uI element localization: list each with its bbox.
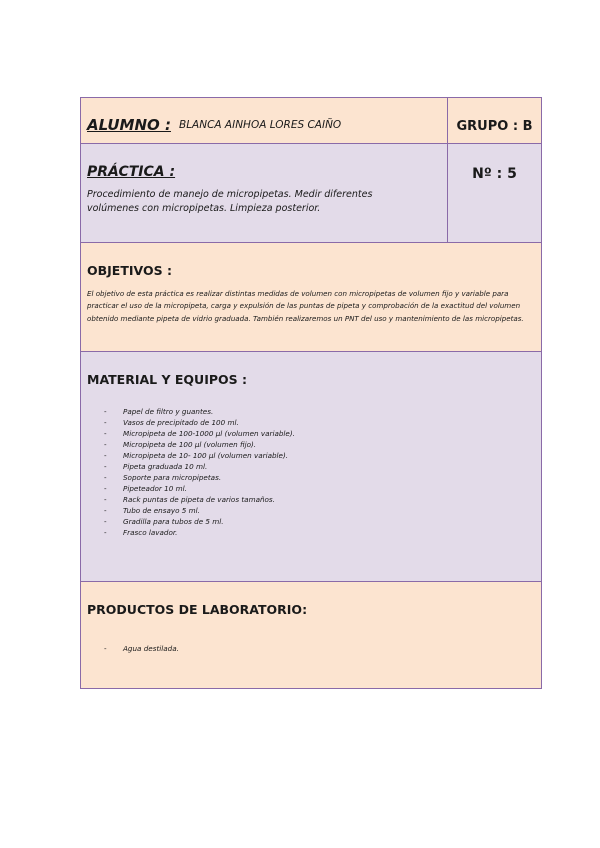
- list-item: - Micropipeta de 10- 100 µl (volumen variable).: [87, 450, 535, 461]
- list-item: - Micropipeta de 100 µl (volumen fijo).: [87, 439, 535, 450]
- list-item: - Papel de filtro y guantes.: [87, 406, 535, 417]
- materials-cell: [87, 372, 535, 581]
- student-row: [81, 98, 541, 144]
- products-section: [81, 582, 541, 688]
- list-item: - Pipeta graduada 10 ml.: [87, 461, 535, 472]
- group-label: GRUPO : B: [447, 98, 541, 143]
- objectives-text: El objetivo de esta práctica es realizar distintas medidas de volumen con micropipetas de volumen fijo y variable para practicar el uso de la micropipeta, carga y expulsión de las puntas de pipeta y comprobación de la exactitud del volumen obtenido mediante pipeta de vidrio graduada. También realizaremos un PNT del uso y mantenimiento de las micropipetas.: [87, 289, 524, 323]
- materials-list: [87, 406, 535, 538]
- list-item: - Soporte para micropipetas.: [87, 472, 535, 483]
- practice-description: Procedimiento de manejo de micropipetas. Medir diferentes volúmenes con micropipetas. Limpieza posterior.: [87, 189, 373, 214]
- student-name: BLANCA AINHOA LORES CAIÑO: [178, 118, 342, 131]
- list-item: - Gradilla para tubos de 5 ml.: [87, 516, 535, 527]
- practice-sheet: [80, 97, 542, 689]
- products-heading: PRODUCTOS DE LABORATORIO:: [87, 602, 308, 617]
- student-cell: [81, 98, 447, 143]
- practice-cell: [81, 144, 447, 242]
- list-item: - Pipeteador 10 ml.: [87, 483, 535, 494]
- practice-row: [81, 144, 541, 243]
- objectives-cell: [87, 263, 535, 351]
- practice-number: Nº : 5: [447, 144, 541, 242]
- products-cell: [87, 602, 535, 688]
- products-list: [87, 643, 535, 654]
- objectives-section: [81, 243, 541, 352]
- materials-heading: MATERIAL Y EQUIPOS :: [87, 372, 247, 387]
- list-item: - Tubo de ensayo 5 ml.: [87, 505, 535, 516]
- list-item: - Agua destilada.: [87, 643, 535, 654]
- practice-label: PRÁCTICA :: [87, 164, 176, 180]
- list-item: - Micropipeta de 100-1000 µl (volumen variable).: [87, 428, 535, 439]
- list-item: - Rack puntas de pipeta de varios tamaños.: [87, 494, 535, 505]
- list-item: - Frasco lavador.: [87, 527, 535, 538]
- objectives-heading: OBJETIVOS :: [87, 263, 172, 278]
- student-label: ALUMNO :: [87, 115, 171, 134]
- list-item: - Vasos de precipitado de 100 ml.: [87, 417, 535, 428]
- materials-section: [81, 352, 541, 582]
